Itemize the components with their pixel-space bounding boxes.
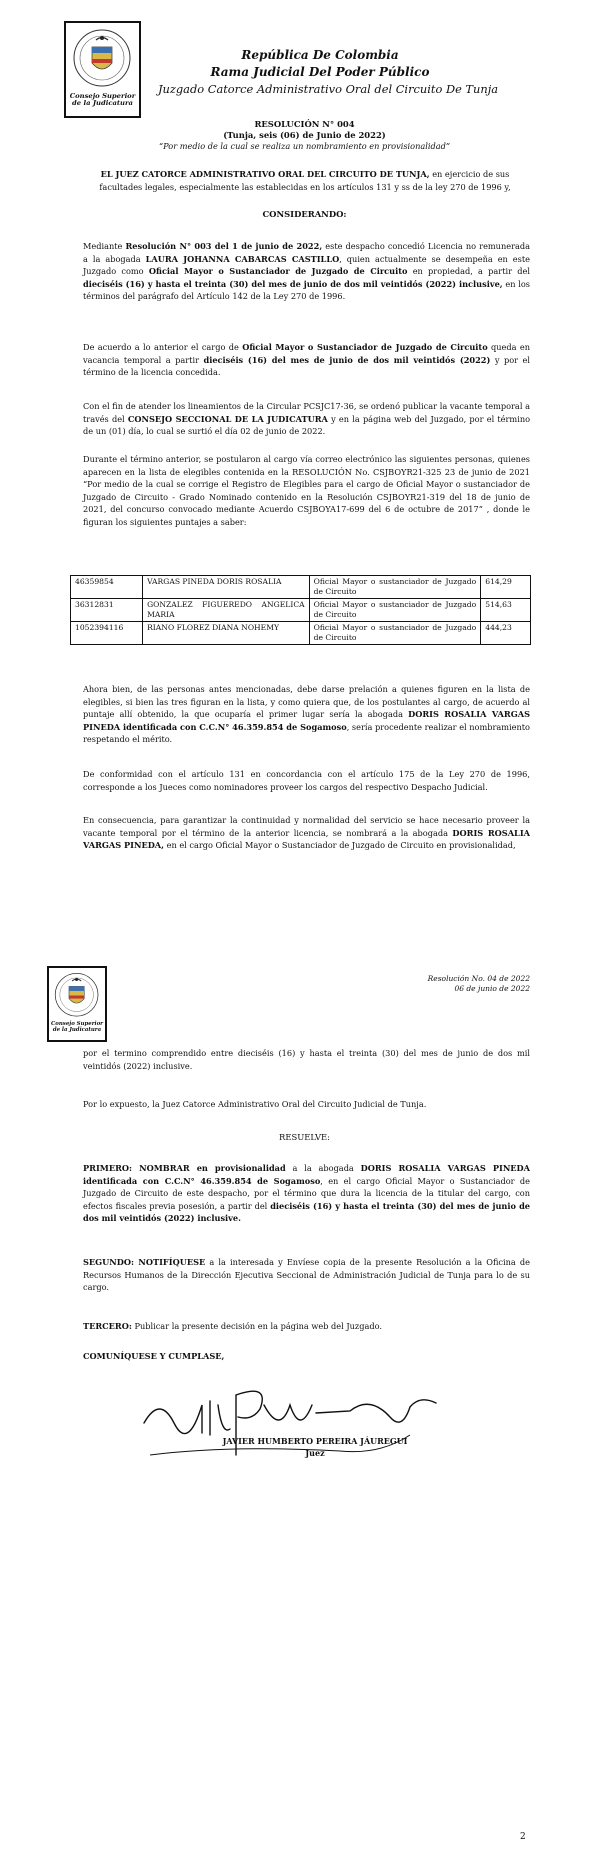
table-cell-id: 46359854 [71, 576, 143, 599]
logo-caption-line2: de la Judicatura [52, 1026, 102, 1033]
resolution-date: (Tunja, seis (06) de Junio de 2022) [223, 130, 386, 140]
table-cell-cargo: Oficial Mayor o sustanciador de Juzgado de Circuito [309, 576, 481, 599]
logo-caption-line2: de la Judicatura [72, 99, 133, 108]
primero-text-e: dieciséis (16) y hasta el treinta (30) del mes de junio de dos mil veintidós (2022) inclusive. [83, 1200, 531, 1224]
p3-text-a: Con el fin de atender los lineamientos de la Circular PCSJC17-36, se ordenó publicar la vacante temporal a través del [83, 401, 530, 424]
p5-text-b: DORIS ROSALIA VARGAS PINEDA identificada con C.C.N° 46.359.854 de Sogamoso [83, 709, 530, 732]
p5-text-c: , sería procedente realizar el nombramiento respetando el mérito. [83, 721, 530, 745]
page2-header-line1: Resolución No. 04 de 2022 [427, 974, 530, 983]
table-cell-id: 1052394116 [71, 622, 143, 645]
p1-text-d: LAURA JOHANNA CABARCAS CASTILLO [145, 253, 340, 264]
logo-caption-line1: Consejo Superior [69, 92, 136, 100]
p7-text-b: DORIS ROSALIA VARGAS PINEDA, [83, 827, 530, 851]
p1-text-h: dieciséis (16) y hasta el treinta (30) del mes de junio de dos mil veintidós (2022) inclusive, [83, 278, 503, 289]
table-cell-score: 614,29 [481, 576, 531, 599]
paragraph-2 [83, 341, 530, 379]
page2-header-line2: 06 de junio de 2022 [454, 984, 530, 993]
tercero-text-a: TERCERO: [83, 1321, 132, 1331]
paragraph-8: por el termino comprendido entre dieciséis (16) y hasta el treinta (30) del mes de junio de dos mil veintidós (2022) inclusive. [83, 1048, 530, 1071]
p1-text-i: en los términos del parágrafo del Artículo 142 de la Ley 270 de 1996. [83, 278, 531, 302]
coat-of-arms-seal [49, 968, 105, 1023]
letterhead-line3: Juzgado Catorce Administrativo Oral del Circuito De Tunja [157, 82, 499, 96]
primero-text-c: DORIS ROSALIA VARGAS PINEDA identificada con C.C.N° 46.359.854 de Sogamoso [83, 1163, 530, 1186]
table-cell-id: 36312831 [71, 599, 143, 622]
resolution-subject: “Por medio de la cual se realiza un nombramiento en provisionalidad” [158, 141, 451, 151]
table-cell-cargo: Oficial Mayor o sustanciador de Juzgado de Circuito [309, 622, 481, 645]
considerando-heading: CONSIDERANDO: [262, 209, 347, 219]
resolution-number: RESOLUCIÓN N° 004 [254, 119, 355, 129]
page-number: 2 [520, 1832, 526, 1842]
table-cell-score: 514,63 [481, 599, 531, 622]
judicature-logo-page2 [47, 966, 107, 1042]
resuelve-heading: RESUELVE: [279, 1132, 330, 1142]
p7-text-c: en el cargo Oficial Mayor o Sustanciador de Juzgado de Circuito en provisionalidad, [164, 840, 516, 851]
paragraph-9: Por lo expuesto, la Juez Catorce Administrativo Oral del Circuito Judicial de Tunja. [83, 1099, 427, 1109]
table-cell-name: RIANO FLOREZ DIANA NOHEMY [143, 622, 310, 645]
intro-rest: en ejercicio de sus facultades legales, especialmente las establecidas en los artículos 131 y ss de la ley 270 de 1996 y, [99, 169, 511, 192]
p2-text-d: dieciséis (16) del mes de junio de dos mil veintidós (2022) [203, 354, 491, 365]
segundo-paragraph [83, 1256, 530, 1294]
judicature-logo [64, 21, 141, 118]
segundo-text-b: a la interesada y Envíese copia de la presente Resolución a la Oficina de Recursos Humanos de la Dirección Ejecutiva Seccional de Administración Judicial de Tunja para lo de su cargo. [83, 1257, 530, 1293]
p2-text-c: queda en vacancia temporal a partir [83, 342, 530, 365]
paragraph-3 [83, 400, 530, 438]
p1-text-f: Oficial Mayor o Sustanciador de Juzgado de Circuito [148, 266, 408, 277]
p3-text-c: y en la página web del Juzgado, por el término de un (01) día, lo cual se surtió el día 02 de junio de 2022. [83, 413, 531, 437]
p3-text-b: CONSEJO SECCIONAL DE LA JUDICATURA [127, 413, 328, 424]
p5-text-a: Ahora bien, de las personas antes mencionadas, debe darse prelación a quienes figuren en la lista de elegibles, si bien las tres figuran en la lista, y como quiera que, de los postulantes al cargo, de acuerdo al puntaje allí obtenido, la que ocuparía el primer lugar sería la abogada [83, 684, 530, 720]
p1-text-c: este despacho concedió Licencia no remunerada a la abogada [83, 241, 530, 264]
table-row [71, 576, 531, 599]
paragraph-5 [83, 683, 530, 746]
table-cell-cargo: Oficial Mayor o sustanciador de Juzgado de Circuito [309, 599, 481, 622]
p2-text-a: De acuerdo a lo anterior el cargo de [83, 342, 243, 352]
table-cell-name: VARGAS PINEDA DORIS ROSALIA [143, 576, 310, 599]
intro-paragraph [90, 168, 520, 193]
letterhead-line1: República De Colombia [241, 48, 399, 62]
paragraph-6: De conformidad con el artículo 131 en concordancia con el artículo 175 de la Ley 270 de 1996, corresponde a los Jueces como nominadores proveer los cargos del respectivo Despacho Judicial. [83, 769, 530, 792]
tercero-text-b: Publicar la presente decisión en la página web del Juzgado. [131, 1321, 382, 1331]
candidates-table [70, 575, 531, 645]
p2-text-e: y por el término de la licencia concedida. [83, 354, 530, 378]
p2-text-b: Oficial Mayor o Sustanciador de Juzgado de Circuito [242, 342, 488, 352]
logo-caption-line1: Consejo Superior [50, 1021, 104, 1027]
signer-title: Juez [305, 1448, 325, 1458]
p1-text-a: Mediante [83, 241, 126, 251]
paragraph-7 [83, 814, 530, 852]
table-row [71, 599, 531, 622]
handwritten-signature [140, 1365, 440, 1485]
primero-paragraph [83, 1162, 530, 1225]
paragraph-4: Durante el término anterior, se postularon al cargo vía correo electrónico las siguientes personas, quienes aparecen en la lista de elegibles contenida en la RESOLUCIÓN No. CSJBOYR21-325 23 de junio de 2021 “Por medio de la cual se corrige el Registro de Elegibles para el cargo de Oficial Mayor o sustanciador de Juzgado de Circuito - Grado Nominado contenido en la Resolución CSJBOYR21-319 del 18 de junio de 2021, del concurso convocado mediante Acuerdo CSJBOYA17-699 del 6 de octubre de 2017” , donde le figuran los siguientes puntajes a saber: [83, 454, 530, 527]
primero-text-d: , en el cargo Oficial Mayor o Sustanciador de Juzgado de Circuito de este despacho, por el término que dura la licencia de la titular del cargo, con efectos fiscales previa posesión, a partir del [83, 1175, 530, 1211]
letterhead-line2: Rama Judicial Del Poder Público [210, 65, 430, 79]
p1-text-b: Resolución N° 003 del 1 de junio de 2022, [125, 241, 323, 251]
table-cell-score: 444,23 [481, 622, 531, 645]
intro-bold: EL JUEZ CATORCE ADMINISTRATIVO ORAL DEL CIRCUITO DE TUNJA, [100, 169, 430, 179]
closing-line: COMUNÍQUESE Y CUMPLASE, [83, 1351, 225, 1361]
primero-text-a: PRIMERO: NOMBRAR en provisionalidad [83, 1163, 286, 1173]
p1-text-g: en propiedad, a partir del [407, 266, 530, 277]
primero-text-b: a la abogada [285, 1163, 361, 1173]
p7-text-a: En consecuencia, para garantizar la continuidad y normalidad del servicio se hace necesario proveer la vacante temporal por el término de la anterior licencia, se nombrará a la abogada [83, 815, 530, 838]
tercero-paragraph [83, 1320, 530, 1333]
table-row [71, 622, 531, 645]
signer-name: JAVIER HUMBERTO PEREIRA JÁUREGUI [222, 1436, 408, 1446]
segundo-text-a: SEGUNDO: NOTIFÍQUESE [83, 1257, 206, 1267]
table-cell-name: GONZALEZ FIGUEREDO ANGELICA MARIA [143, 599, 310, 622]
p1-text-e: , quien actualmente se desempeña en este Juzgado como [83, 253, 530, 277]
paragraph-1 [83, 240, 530, 303]
